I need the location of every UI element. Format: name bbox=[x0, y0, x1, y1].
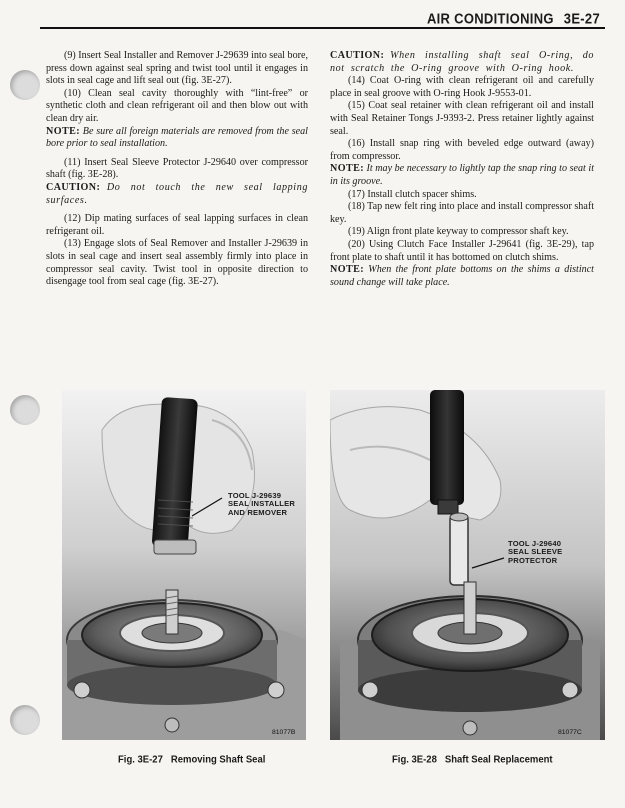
step-13: (13) Engage slots of Seal Remover and Installer J-29639 in slots in seal cage and insert seal assembly firmly into place in compressor seal cavity. Twist tool in opposite direction to disengage tool from seal cage (fig. 3E-27). bbox=[46, 238, 308, 288]
step-16: (16) Install snap ring with beveled edge outward (away) from compressor. bbox=[330, 138, 594, 162]
step-10: (10) Clean seal cavity thoroughly with “lint-free” or synthetic cloth and clean refrigerant oil and then blow out with clean dry air. bbox=[46, 87, 308, 124]
tool-callout bbox=[508, 540, 562, 565]
caution-o-ring bbox=[330, 50, 594, 75]
figure-number: 81077B bbox=[272, 729, 296, 736]
figure-3e-27-photo bbox=[62, 390, 306, 740]
caution-label: CAUTION: bbox=[46, 181, 101, 193]
right-column bbox=[330, 50, 594, 289]
binder-hole-top bbox=[10, 70, 40, 100]
step-12: (12) Dip mating surfaces of seal lapping surfaces in clean refrigerant oil. bbox=[46, 213, 308, 237]
note-snap-ring bbox=[330, 163, 594, 188]
step-15: (15) Coat seal retainer with clean refrigerant oil and install with Seal Retainer Tongs J-9393-2. Press retainer lightly against seal. bbox=[330, 100, 594, 137]
caption-number: Fig. 3E-27 bbox=[118, 753, 163, 766]
step-9: (9) Insert Seal Installer and Remover J-29639 into seal bore, press down against seal spring and twist tool until it engages in slots in seal cage and lift seal out (fig. 3E-27). bbox=[46, 50, 308, 87]
step-18: (18) Tap new felt ring into place and install compressor shaft key. bbox=[330, 201, 594, 225]
step-11: (11) Insert Seal Sleeve Protector J-29640 over compressor shaft (fig. 3E-28). bbox=[46, 156, 308, 181]
seal-removal-photo bbox=[62, 390, 306, 740]
caption-number: Fig. 3E-28 bbox=[392, 753, 437, 766]
tool-callout bbox=[228, 492, 295, 517]
binder-hole-bottom bbox=[10, 705, 40, 735]
figure-number: 81077C bbox=[558, 729, 582, 736]
callout-line-1: TOOL J-29640 bbox=[508, 539, 562, 548]
callout-line-1: TOOL J-29639 bbox=[228, 491, 282, 500]
caution-text: When installing shaft seal O-ring, do not scratch the O-ring groove with O-ring hook. bbox=[330, 50, 595, 74]
figure-3e-27-caption bbox=[118, 753, 265, 765]
callout-line-3: AND REMOVER bbox=[228, 507, 288, 517]
figure-3e-28-caption bbox=[392, 753, 553, 765]
step-17: (17) Install clutch spacer shims. bbox=[348, 188, 477, 200]
figure-3e-28-photo bbox=[330, 390, 605, 740]
note-text: Be sure all foreign materials are removed from the seal bore prior to seal installation. bbox=[46, 125, 308, 150]
caption-title: Removing Shaft Seal bbox=[170, 753, 266, 766]
callout-line-2: SEAL INSTALLER bbox=[228, 499, 296, 509]
seal-replacement-photo bbox=[330, 390, 605, 740]
caution-lapping-surfaces bbox=[46, 182, 308, 207]
header-rule bbox=[40, 27, 605, 29]
page-number: 3E-27 bbox=[563, 9, 600, 28]
callout-line-2: SEAL SLEEVE bbox=[508, 547, 563, 557]
left-column bbox=[46, 50, 308, 289]
note-text: It may be necessary to lightly tap the snap ring to seat it in its groove. bbox=[330, 163, 594, 187]
step-14: (14) Coat O-ring with clean refrigerant oil and carefully place in seal groove with O-ring Hook J-9553-01. bbox=[330, 75, 594, 99]
section-title: AIR CONDITIONING bbox=[426, 9, 554, 28]
caution-text: Do not touch the new seal lapping surfaces. bbox=[46, 181, 309, 206]
note-label: NOTE: bbox=[330, 264, 364, 276]
callout-line-3: PROTECTOR bbox=[508, 555, 558, 565]
note-foreign-materials bbox=[46, 126, 308, 151]
caption-title: Shaft Seal Replacement bbox=[444, 753, 553, 766]
caution-label: CAUTION: bbox=[330, 50, 385, 61]
page-header bbox=[427, 10, 600, 27]
binder-hole-middle bbox=[10, 395, 40, 425]
note-text: When the front plate bottoms on the shims a distinct sound change will take place. bbox=[330, 264, 594, 288]
note-front-plate bbox=[330, 264, 594, 289]
note-label: NOTE: bbox=[46, 125, 80, 137]
step-19: (19) Align front plate keyway to compressor shaft key. bbox=[348, 226, 569, 238]
step-20: (20) Using Clutch Face Installer J-29641 (fig. 3E-29), tap front plate to shaft until it has bottomed on clutch shims. bbox=[330, 238, 594, 263]
note-label: NOTE: bbox=[330, 163, 364, 175]
